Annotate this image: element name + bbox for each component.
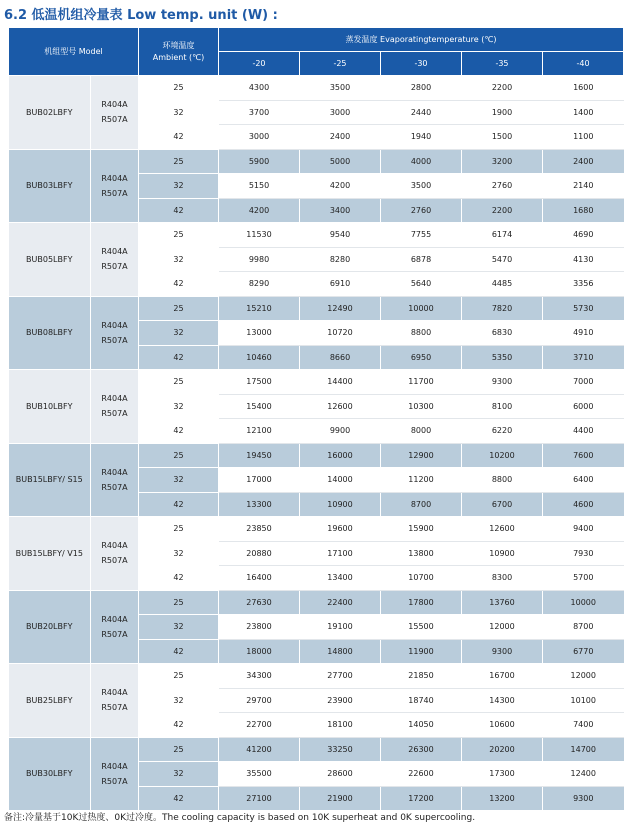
capacity-cell: 4910 (543, 321, 624, 346)
capacity-cell: 18000 (219, 639, 300, 664)
capacity-cell: 6830 (462, 321, 543, 346)
capacity-cell: 13760 (462, 590, 543, 615)
refrigerant-2: R507A (101, 482, 128, 492)
table-header (9, 28, 624, 76)
model-cell: BUB05LBFY (9, 223, 91, 297)
capacity-cell: 8800 (462, 468, 543, 493)
capacity-cell: 11200 (381, 468, 462, 493)
capacity-cell: 29700 (219, 688, 300, 713)
refrigerant-2: R507A (101, 776, 128, 786)
capacity-cell: 15500 (381, 615, 462, 640)
capacity-cell: 13400 (300, 566, 381, 591)
capacity-cell: 12000 (543, 664, 624, 689)
refrigerant-2: R507A (101, 629, 128, 639)
capacity-cell: 33250 (300, 737, 381, 762)
capacity-cell: 3400 (300, 198, 381, 223)
capacity-cell: 8000 (381, 419, 462, 444)
capacity-cell: 2200 (462, 198, 543, 223)
capacity-cell: 3000 (219, 125, 300, 150)
capacity-cell: 4690 (543, 223, 624, 248)
capacity-cell: 6770 (543, 639, 624, 664)
capacity-cell: 14700 (543, 737, 624, 762)
capacity-cell: 8800 (381, 321, 462, 346)
capacity-cell: 1900 (462, 100, 543, 125)
capacity-cell: 4300 (219, 76, 300, 101)
capacity-cell: 13800 (381, 541, 462, 566)
capacity-cell: 14400 (300, 370, 381, 395)
header-evap-temp: -20 (219, 52, 300, 76)
refrigerant-2: R507A (101, 703, 128, 713)
capacity-cell: 6700 (462, 492, 543, 517)
capacity-cell: 6000 (543, 394, 624, 419)
capacity-cell: 7755 (381, 223, 462, 248)
model-cell: BUB20LBFY (9, 590, 91, 664)
ambient-cell: 32 (139, 541, 219, 566)
model-cell: BUB02LBFY (9, 76, 91, 150)
table-row (9, 149, 624, 174)
refrigerant-1: R404A (101, 467, 128, 477)
capacity-cell: 8660 (300, 345, 381, 370)
capacity-cell: 6400 (543, 468, 624, 493)
refrigerant-cell (91, 76, 139, 150)
refrigerant-1: R404A (101, 394, 128, 404)
capacity-cell: 2760 (381, 198, 462, 223)
refrigerant-1: R404A (101, 761, 128, 771)
capacity-cell: 5470 (462, 247, 543, 272)
capacity-cell: 13200 (462, 786, 543, 811)
refrigerant-cell (91, 590, 139, 664)
capacity-cell: 19100 (300, 615, 381, 640)
table-row (9, 76, 624, 101)
capacity-cell: 8290 (219, 272, 300, 297)
capacity-cell: 2140 (543, 174, 624, 199)
capacity-cell: 8700 (381, 492, 462, 517)
refrigerant-2: R507A (101, 188, 128, 198)
capacity-cell: 5900 (219, 149, 300, 174)
capacity-cell: 5700 (543, 566, 624, 591)
capacity-cell: 10900 (462, 541, 543, 566)
capacity-cell: 41200 (219, 737, 300, 762)
header-ambient-line1: 环境温度 (162, 40, 195, 50)
capacity-cell: 12000 (462, 615, 543, 640)
cooling-capacity-table (8, 27, 624, 811)
capacity-cell: 8280 (300, 247, 381, 272)
capacity-cell: 2400 (300, 125, 381, 150)
capacity-cell: 2760 (462, 174, 543, 199)
refrigerant-cell (91, 223, 139, 297)
capacity-cell: 18100 (300, 713, 381, 738)
table-row (9, 296, 624, 321)
capacity-cell: 5640 (381, 272, 462, 297)
capacity-cell: 6950 (381, 345, 462, 370)
capacity-cell: 2800 (381, 76, 462, 101)
ambient-cell: 42 (139, 125, 219, 150)
capacity-cell: 12900 (381, 443, 462, 468)
ambient-cell: 42 (139, 492, 219, 517)
capacity-cell: 2200 (462, 76, 543, 101)
capacity-cell: 12600 (462, 517, 543, 542)
header-evap-temp: -30 (381, 52, 462, 76)
capacity-cell: 7820 (462, 296, 543, 321)
capacity-cell: 1680 (543, 198, 624, 223)
capacity-cell: 14050 (381, 713, 462, 738)
capacity-cell: 12400 (543, 762, 624, 787)
ambient-cell: 25 (139, 517, 219, 542)
ambient-cell: 42 (139, 639, 219, 664)
footnote: 备注:冷量基于10K过热度、0K过冷度。The cooling capacity is based on 10K superheat and 0K supercooling. (4, 813, 476, 823)
refrigerant-1: R404A (101, 688, 128, 698)
ambient-cell: 32 (139, 247, 219, 272)
capacity-cell: 1600 (543, 76, 624, 101)
capacity-cell: 15400 (219, 394, 300, 419)
capacity-cell: 11530 (219, 223, 300, 248)
capacity-cell: 14300 (462, 688, 543, 713)
model-cell: BUB15LBFY/ V15 (9, 517, 91, 591)
capacity-cell: 3200 (462, 149, 543, 174)
model-cell: BUB10LBFY (9, 370, 91, 444)
capacity-cell: 21850 (381, 664, 462, 689)
capacity-cell: 16700 (462, 664, 543, 689)
capacity-cell: 17300 (462, 762, 543, 787)
ambient-cell: 32 (139, 615, 219, 640)
capacity-cell: 10460 (219, 345, 300, 370)
refrigerant-cell (91, 370, 139, 444)
model-cell: BUB15LBFY/ S15 (9, 443, 91, 517)
capacity-cell: 14800 (300, 639, 381, 664)
capacity-cell: 9900 (300, 419, 381, 444)
ambient-cell: 25 (139, 296, 219, 321)
capacity-cell: 9980 (219, 247, 300, 272)
ambient-cell: 25 (139, 370, 219, 395)
table-row (9, 443, 624, 468)
capacity-cell: 23900 (300, 688, 381, 713)
capacity-cell: 1400 (543, 100, 624, 125)
capacity-cell: 11700 (381, 370, 462, 395)
ambient-cell: 25 (139, 149, 219, 174)
capacity-cell: 27630 (219, 590, 300, 615)
ambient-cell: 42 (139, 198, 219, 223)
capacity-cell: 11900 (381, 639, 462, 664)
ambient-cell: 25 (139, 443, 219, 468)
refrigerant-cell (91, 296, 139, 370)
refrigerant-cell (91, 517, 139, 591)
capacity-cell: 4000 (381, 149, 462, 174)
ambient-cell: 25 (139, 590, 219, 615)
capacity-cell: 6174 (462, 223, 543, 248)
capacity-cell: 10200 (462, 443, 543, 468)
table-row (9, 223, 624, 248)
ambient-cell: 32 (139, 688, 219, 713)
capacity-cell: 12490 (300, 296, 381, 321)
capacity-cell: 9300 (462, 370, 543, 395)
capacity-cell: 12100 (219, 419, 300, 444)
capacity-cell: 6878 (381, 247, 462, 272)
ambient-cell: 25 (139, 223, 219, 248)
capacity-cell: 5350 (462, 345, 543, 370)
capacity-cell: 20200 (462, 737, 543, 762)
model-cell: BUB08LBFY (9, 296, 91, 370)
capacity-cell: 10720 (300, 321, 381, 346)
ambient-cell: 42 (139, 713, 219, 738)
ambient-cell: 25 (139, 76, 219, 101)
capacity-cell: 12600 (300, 394, 381, 419)
table-body (9, 76, 624, 811)
capacity-cell: 22700 (219, 713, 300, 738)
capacity-cell: 16000 (300, 443, 381, 468)
refrigerant-1: R404A (101, 614, 128, 624)
capacity-cell: 26300 (381, 737, 462, 762)
ambient-cell: 32 (139, 762, 219, 787)
capacity-cell: 35500 (219, 762, 300, 787)
refrigerant-1: R404A (101, 320, 128, 330)
capacity-cell: 1100 (543, 125, 624, 150)
ambient-cell: 42 (139, 566, 219, 591)
ambient-cell: 42 (139, 345, 219, 370)
capacity-cell: 9400 (543, 517, 624, 542)
capacity-cell: 7600 (543, 443, 624, 468)
capacity-cell: 17200 (381, 786, 462, 811)
capacity-cell: 27700 (300, 664, 381, 689)
capacity-cell: 3500 (381, 174, 462, 199)
capacity-cell: 9300 (543, 786, 624, 811)
page-title: 6.2 低温机组冷量表 Low temp. unit (W) : (4, 8, 278, 23)
capacity-cell: 27100 (219, 786, 300, 811)
header-ambient (139, 28, 219, 76)
capacity-cell: 21900 (300, 786, 381, 811)
refrigerant-2: R507A (101, 262, 128, 272)
capacity-cell: 7000 (543, 370, 624, 395)
capacity-cell: 4200 (300, 174, 381, 199)
capacity-cell: 5150 (219, 174, 300, 199)
capacity-cell: 13000 (219, 321, 300, 346)
refrigerant-2: R507A (101, 115, 128, 125)
ambient-cell: 32 (139, 100, 219, 125)
capacity-cell: 28600 (300, 762, 381, 787)
capacity-cell: 13300 (219, 492, 300, 517)
capacity-cell: 7400 (543, 713, 624, 738)
capacity-cell: 17800 (381, 590, 462, 615)
capacity-cell: 3710 (543, 345, 624, 370)
ambient-cell: 42 (139, 272, 219, 297)
capacity-cell: 2440 (381, 100, 462, 125)
model-cell: BUB03LBFY (9, 149, 91, 223)
capacity-cell: 5000 (300, 149, 381, 174)
refrigerant-cell (91, 443, 139, 517)
capacity-cell: 3700 (219, 100, 300, 125)
header-ambient-line2: Ambient (℃) (152, 52, 205, 62)
header-evap: 蒸发温度 Evaporatingtemperature (℃) (219, 28, 624, 52)
capacity-cell: 17100 (300, 541, 381, 566)
refrigerant-1: R404A (101, 100, 128, 110)
capacity-cell: 22400 (300, 590, 381, 615)
capacity-cell: 19450 (219, 443, 300, 468)
table-row (9, 517, 624, 542)
ambient-cell: 42 (139, 419, 219, 444)
capacity-cell: 9300 (462, 639, 543, 664)
model-cell: BUB25LBFY (9, 664, 91, 738)
capacity-cell: 16400 (219, 566, 300, 591)
capacity-cell: 6910 (300, 272, 381, 297)
capacity-cell: 10100 (543, 688, 624, 713)
ambient-cell: 25 (139, 664, 219, 689)
capacity-cell: 18740 (381, 688, 462, 713)
capacity-cell: 2400 (543, 149, 624, 174)
capacity-cell: 3500 (300, 76, 381, 101)
capacity-cell: 10700 (381, 566, 462, 591)
capacity-cell: 4130 (543, 247, 624, 272)
header-evap-temp: -35 (462, 52, 543, 76)
capacity-cell: 10900 (300, 492, 381, 517)
capacity-cell: 9540 (300, 223, 381, 248)
capacity-cell: 20880 (219, 541, 300, 566)
capacity-cell: 4200 (219, 198, 300, 223)
refrigerant-cell (91, 664, 139, 738)
capacity-cell: 3000 (300, 100, 381, 125)
refrigerant-cell (91, 149, 139, 223)
capacity-cell: 17500 (219, 370, 300, 395)
refrigerant-1: R404A (101, 247, 128, 257)
capacity-cell: 22600 (381, 762, 462, 787)
capacity-cell: 23850 (219, 517, 300, 542)
refrigerant-1: R404A (101, 541, 128, 551)
table-row (9, 664, 624, 689)
ambient-cell: 32 (139, 394, 219, 419)
capacity-cell: 3356 (543, 272, 624, 297)
header-model: 机组型号 Model (9, 28, 139, 76)
ambient-cell: 32 (139, 321, 219, 346)
capacity-cell: 34300 (219, 664, 300, 689)
capacity-cell: 10000 (543, 590, 624, 615)
capacity-cell: 8300 (462, 566, 543, 591)
capacity-cell: 8100 (462, 394, 543, 419)
capacity-cell: 23800 (219, 615, 300, 640)
refrigerant-cell (91, 737, 139, 811)
capacity-cell: 5730 (543, 296, 624, 321)
refrigerant-2: R507A (101, 409, 128, 419)
ambient-cell: 25 (139, 737, 219, 762)
capacity-cell: 1500 (462, 125, 543, 150)
capacity-cell: 14000 (300, 468, 381, 493)
refrigerant-2: R507A (101, 335, 128, 345)
ambient-cell: 32 (139, 174, 219, 199)
capacity-cell: 7930 (543, 541, 624, 566)
capacity-cell: 15900 (381, 517, 462, 542)
header-evap-temp: -25 (300, 52, 381, 76)
capacity-cell: 4400 (543, 419, 624, 444)
table-row (9, 370, 624, 395)
capacity-cell: 15210 (219, 296, 300, 321)
capacity-cell: 8700 (543, 615, 624, 640)
capacity-cell: 10300 (381, 394, 462, 419)
header-evap-temp: -40 (543, 52, 624, 76)
table-row (9, 590, 624, 615)
model-cell: BUB30LBFY (9, 737, 91, 811)
capacity-cell: 10600 (462, 713, 543, 738)
capacity-cell: 19600 (300, 517, 381, 542)
refrigerant-1: R404A (101, 173, 128, 183)
capacity-cell: 10000 (381, 296, 462, 321)
capacity-cell: 17000 (219, 468, 300, 493)
capacity-cell: 4485 (462, 272, 543, 297)
table-row (9, 737, 624, 762)
capacity-cell: 1940 (381, 125, 462, 150)
capacity-cell: 6220 (462, 419, 543, 444)
capacity-cell: 4600 (543, 492, 624, 517)
ambient-cell: 42 (139, 786, 219, 811)
ambient-cell: 32 (139, 468, 219, 493)
refrigerant-2: R507A (101, 556, 128, 566)
